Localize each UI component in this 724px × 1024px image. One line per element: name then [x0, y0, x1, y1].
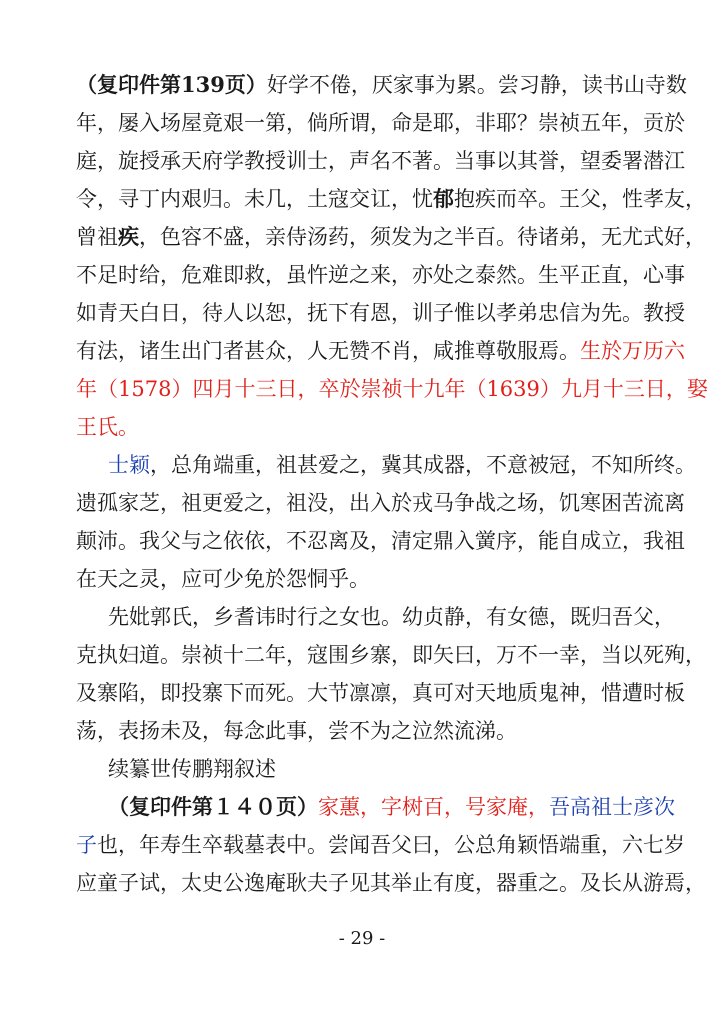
- text-line: [76, 564, 370, 594]
- text-line: [76, 146, 685, 176]
- body-text: 也，年寿生卒载墓表中。尝闻吾父曰，公总角颖悟端重，六七岁: [97, 833, 685, 857]
- text-line: [76, 488, 685, 518]
- text-line: [76, 412, 139, 442]
- text-line: [108, 602, 675, 632]
- blue-name-text: 吾高祖士彦次: [549, 795, 675, 819]
- text-line: [76, 222, 706, 252]
- red-annotation-text: 生於万历六: [580, 339, 685, 363]
- body-text: 遗孤家芝，祖更爱之，祖没，出入於戎马争战之场，饥寒困苦流离: [76, 491, 685, 515]
- text-line: [76, 298, 685, 328]
- text-line: [108, 792, 675, 822]
- text-line: [108, 754, 276, 784]
- body-text: 郁: [433, 186, 454, 211]
- text-line: [76, 526, 685, 556]
- text-line: [76, 184, 706, 214]
- body-text: 疾: [118, 224, 139, 249]
- blue-name-text: 子: [76, 833, 97, 857]
- text-line: [76, 70, 687, 100]
- text-line: [76, 336, 685, 366]
- body-text: 续纂世传鹏翔叙述: [108, 757, 276, 781]
- body-text: 及寨陷，即投寨下而死。大节凛凛，真可对天地质鬼神，惜遭时板: [76, 681, 685, 705]
- body-text: 克执妇道。崇祯十二年，寇围乡寨，即矢曰，万不一幸，当以死殉，: [76, 643, 706, 667]
- body-text: 如青天白日，待人以恕，抚下有恩，训子惟以孝弟忠信为先。教授: [76, 301, 685, 325]
- red-annotation-text: 家蕙，字树百，号家庵，: [318, 795, 549, 819]
- text-line: [76, 108, 685, 138]
- body-text: 抱疾而卒。王父，性孝友，: [454, 187, 706, 211]
- text-line: [76, 260, 685, 290]
- body-text: 荡，表扬未及，每念此事，尝不为之泣然流涕。: [76, 719, 517, 743]
- body-text: 年，屡入场屋竟艰一第，倘所谓，命是耶，非耶？崇祯五年，贡於: [76, 111, 685, 135]
- page-reference-label: （复印件第139页）: [76, 72, 267, 97]
- body-text: 有法，诸生出门者甚众，人无赞不肖，咸推尊敬服焉。: [76, 339, 580, 363]
- body-text: ，色容不盛，亲侍汤药，须发为之半百。待诸弟，无尤式好，: [139, 225, 706, 249]
- body-text: 好学不倦，厌家事为累。尝习静，读书山寺数: [266, 73, 687, 97]
- text-line: [76, 716, 517, 746]
- page-reference-label: （复印件第１４０页）: [108, 794, 318, 819]
- body-text: 在天之灵，应可少免於怨恫乎。: [76, 567, 370, 591]
- text-line: [76, 374, 708, 404]
- text-line: [108, 450, 696, 480]
- body-text: 曾祖: [76, 225, 118, 249]
- page-number: - 29 -: [338, 928, 386, 949]
- text-line: [76, 640, 706, 670]
- text-line: [76, 868, 706, 898]
- red-annotation-text: 王氏。: [76, 415, 139, 439]
- body-text: 令，寻丁内艰归。未几，土寇交讧，忧: [76, 187, 433, 211]
- body-text: ，总角端重，祖甚爱之，冀其成器，不意被冠，不知所终。: [150, 453, 696, 477]
- body-text: 不足时给，危难即救，虽忤逆之来，亦处之泰然。生平正直，心事: [76, 263, 685, 287]
- body-text: 先妣郭氏，乡耆讳时行之女也。幼贞静，有女德，既归吾父，: [108, 605, 675, 629]
- blue-name-text: 士颖: [108, 453, 150, 477]
- body-text: 庭，旋授承天府学教授训士，声名不著。当事以其誉，望委署潜江: [76, 149, 685, 173]
- text-line: [76, 678, 685, 708]
- body-text: 应童子试，太史公逸庵耿夫子见其举止有度，器重之。及长从游焉，: [76, 871, 706, 895]
- body-text: 颠沛。我父与之依依，不忍离及，清定鼎入黉序，能自成立，我祖: [76, 529, 685, 553]
- red-annotation-text: 年（1578）四月十三日，卒於崇祯十九年（1639）九月十三日，娶: [76, 377, 708, 401]
- text-line: [76, 830, 685, 860]
